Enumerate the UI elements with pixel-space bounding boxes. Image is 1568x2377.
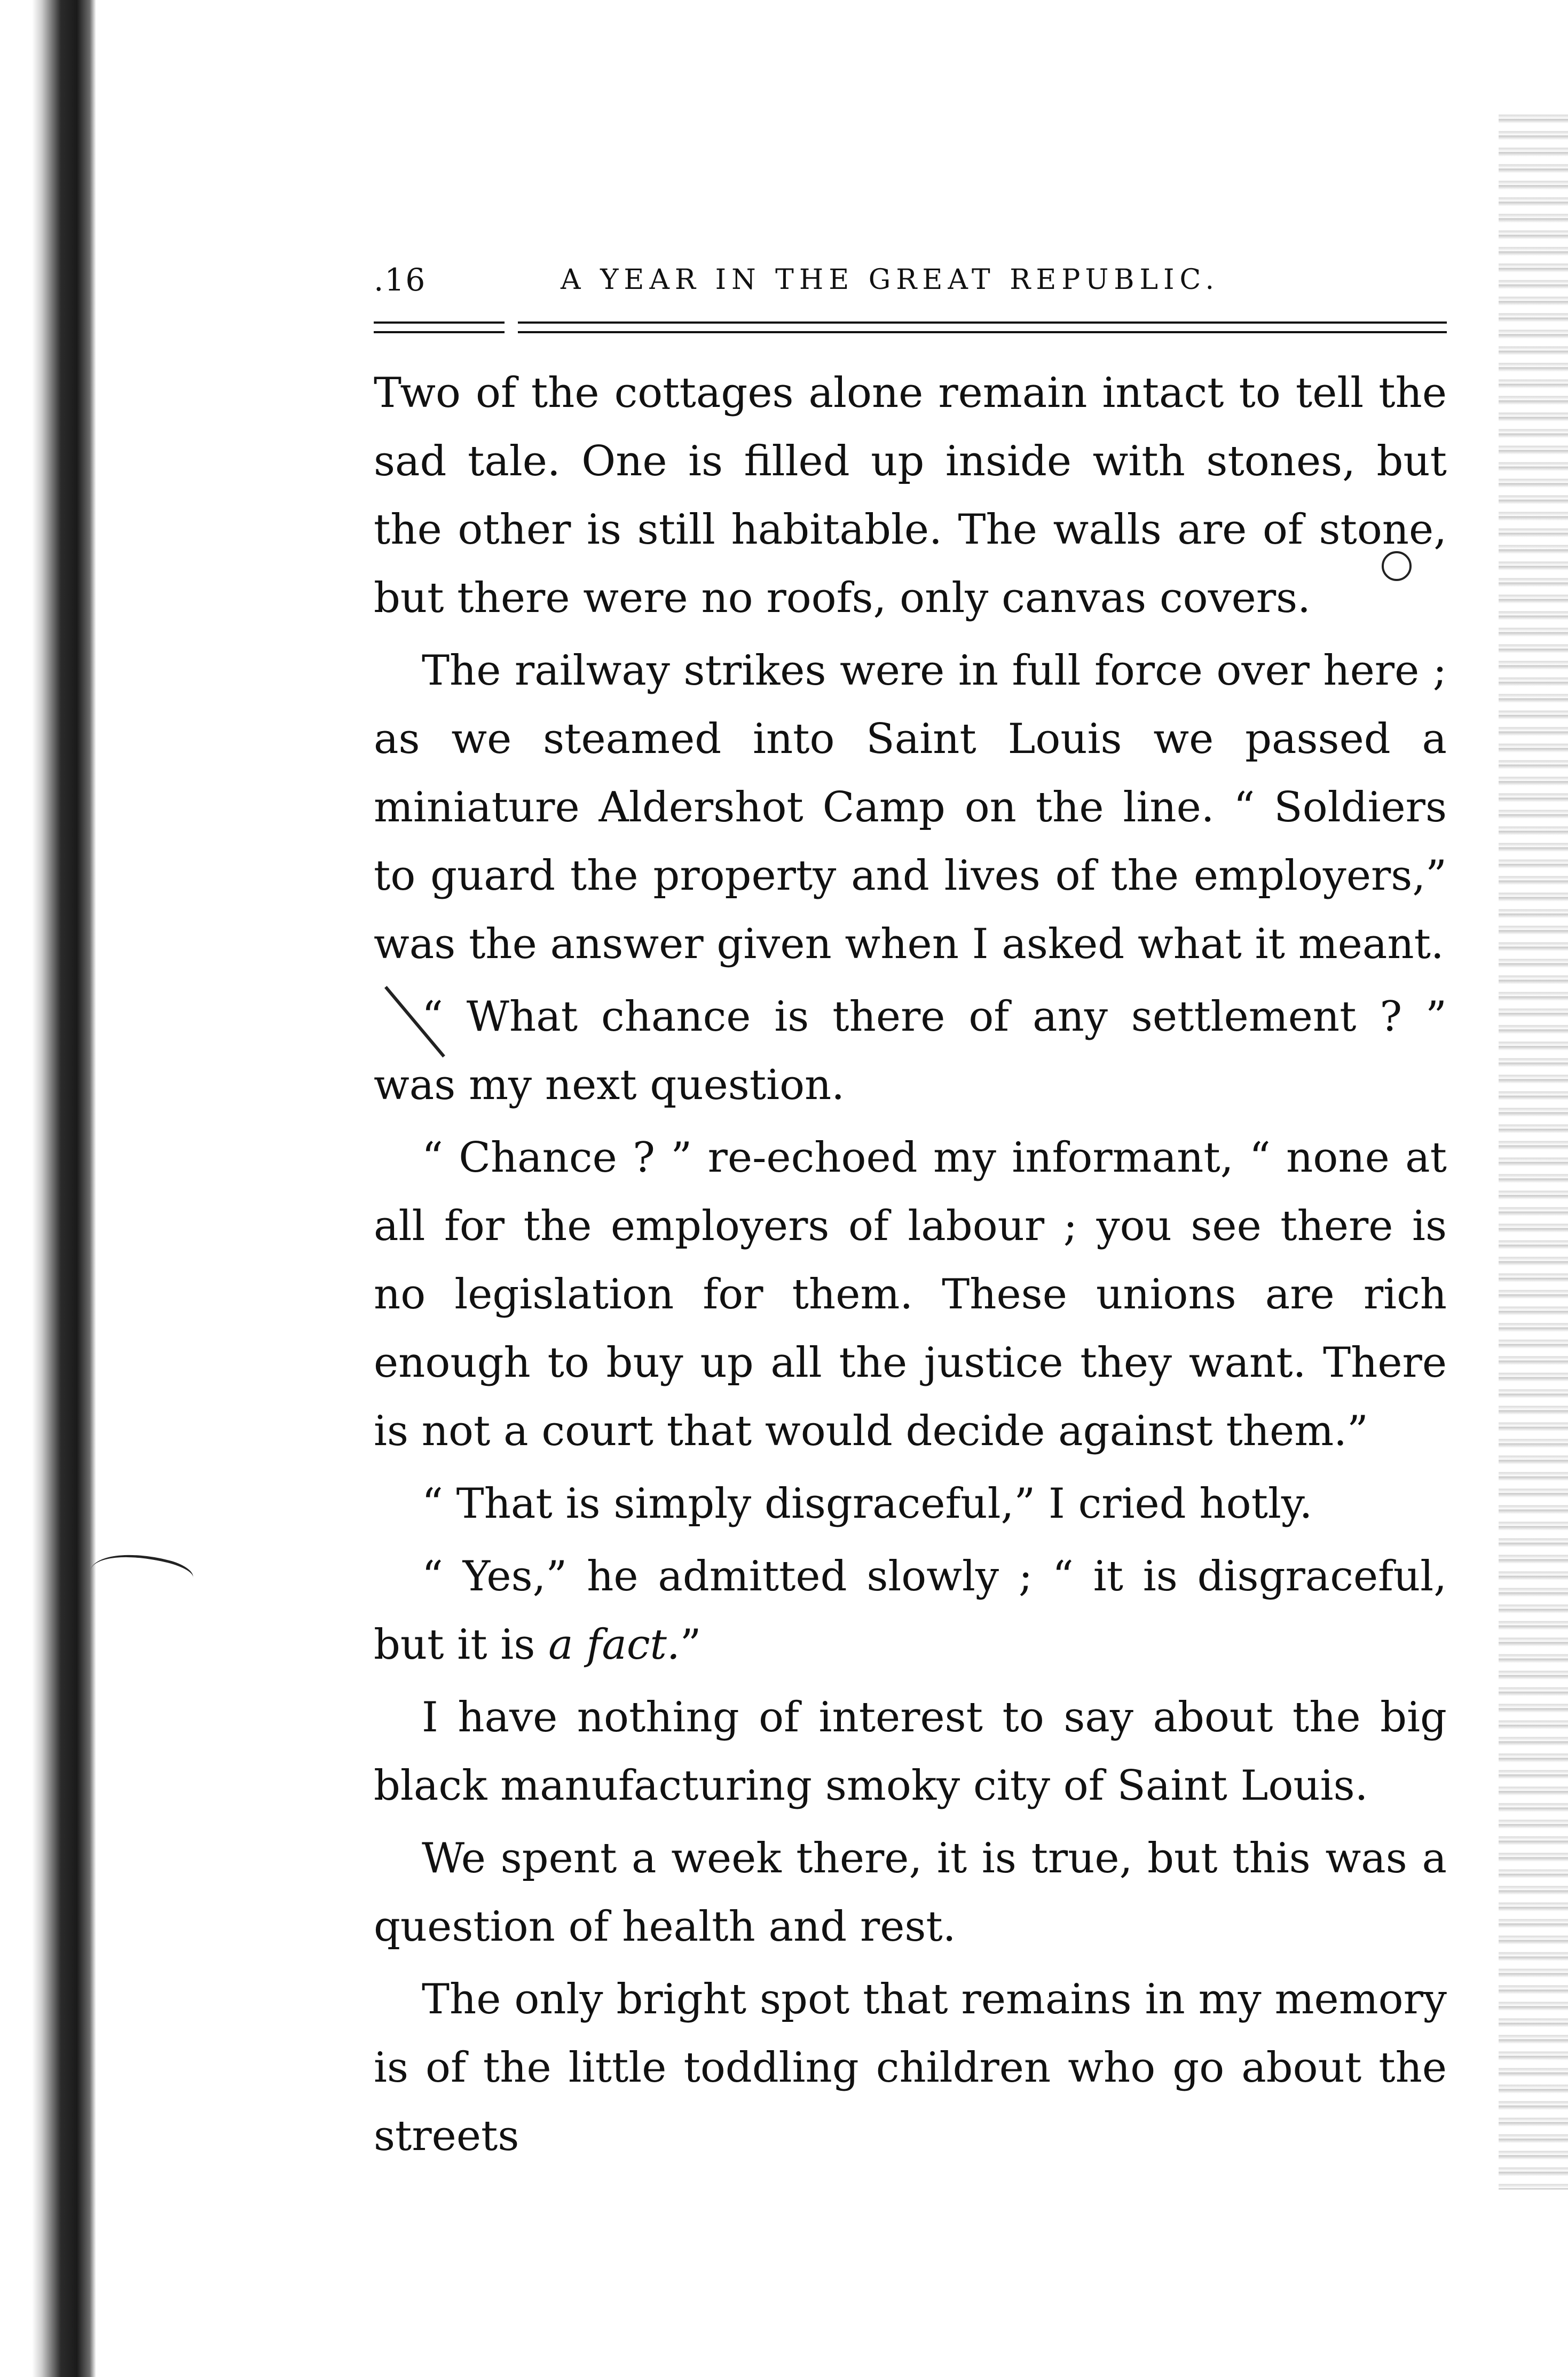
paragraph-6: “ Yes,” he admitted slowly ; “ it is disgraceful, but it is a fact.” — [374, 1552, 1447, 1669]
page-header — [374, 262, 1447, 304]
paragraph-8: We spent a week there, it is true, but this was a question of health and rest. — [374, 1834, 1447, 1951]
margin-pencil-curve — [88, 1542, 196, 1606]
paragraph-6-text: “ Yes,” he admitted slowly ; “ it is disgraceful, but it is — [374, 1552, 1447, 1669]
circled-annotation-mark — [1382, 551, 1412, 581]
paragraph-3: “ What chance is there of any settlement ? ” was my next question. — [374, 993, 1447, 1109]
header-rule — [374, 321, 1447, 333]
paragraph-2: The railway strikes were in full force over here ; as we steamed into Saint Louis we passed a miniature Aldershot Camp on the line. “ Soldiers to guard the property and lives of the employers,” was the answer given when I asked what it meant. — [374, 647, 1447, 968]
paragraph-4: “ Chance ? ” re-echoed my informant, “ none at all for the employers of labour ; you see there is no legislation for them. These unions are rich enough to buy up all the justice they want. There is not a court that would decide against them.” — [374, 1134, 1447, 1455]
paragraph-5: “ That is simply disgraceful,” I cried hotly. — [422, 1480, 1313, 1528]
header-rule-gap — [505, 318, 518, 336]
paragraph-1: Two of the cottages alone remain intact to tell the sad tale. One is filled up inside with stones, but the other is still habitable. The walls are of stone, but there were no roofs, only canvas covers. — [374, 369, 1447, 622]
book-binding-edge — [32, 0, 96, 2377]
italic-phrase: a fact. — [548, 1621, 680, 1669]
page-edge-speckle — [1499, 107, 1568, 2190]
paragraph-7: I have nothing of interest to say about the big black manufacturing smoky city of Saint Louis. — [374, 1693, 1447, 1810]
body-text — [374, 359, 1447, 2170]
running-title: A YEAR IN THE GREAT REPUBLIC. — [561, 264, 1220, 296]
page-number: .16 — [374, 262, 427, 298]
paragraph-9: The only bright spot that remains in my memory is of the little toddling children who go about the streets — [374, 1975, 1447, 2160]
